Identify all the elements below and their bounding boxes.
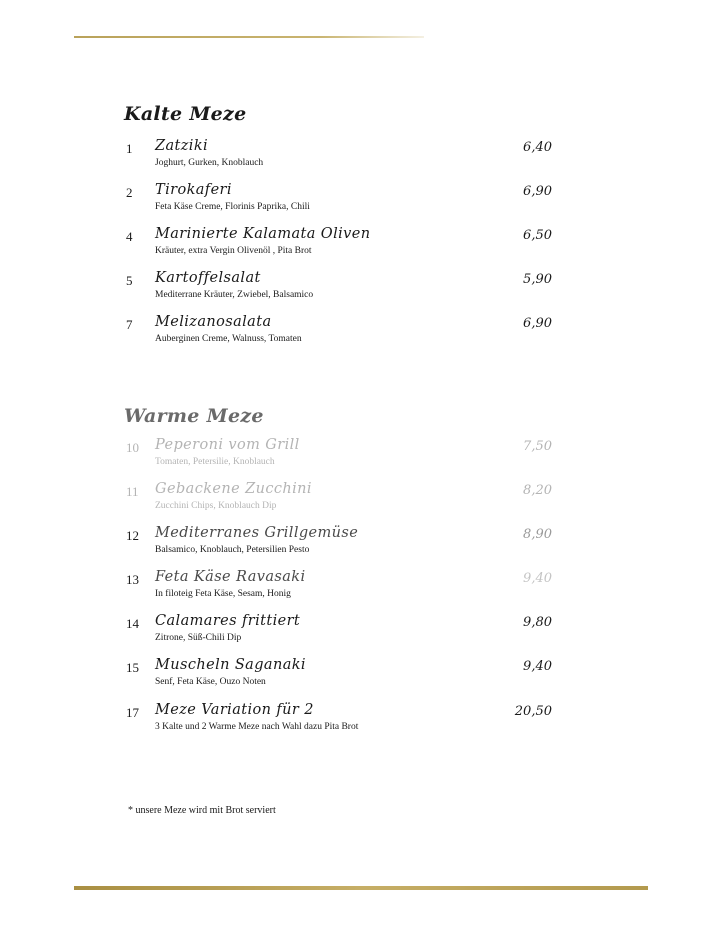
item-name: Mediterranes Grillgemüse <box>155 525 359 541</box>
item-price: 9,40 <box>523 659 552 674</box>
item-description: Joghurt, Gurken, Knoblauch <box>155 158 264 168</box>
item-description: Feta Käse Creme, Florinis Paprika, Chili <box>155 202 310 212</box>
item-price: 9,40 <box>523 571 552 586</box>
menu-item <box>0 569 720 609</box>
item-name: Zatziki <box>155 138 209 154</box>
top-gold-rule <box>74 36 424 38</box>
item-price: 6,40 <box>523 140 552 155</box>
item-description: In filoteig Feta Käse, Sesam, Honig <box>155 589 291 599</box>
menu-item <box>0 657 720 697</box>
section-title-warme-meze: Warme Meze <box>124 405 264 427</box>
item-name: Calamares frittiert <box>155 613 301 629</box>
menu-item <box>0 314 720 354</box>
item-price: 9,80 <box>523 615 552 630</box>
item-number: 14 <box>126 616 139 631</box>
item-price: 20,50 <box>514 704 552 719</box>
menu-item <box>0 226 720 266</box>
item-number: 7 <box>126 317 133 332</box>
item-price: 8,90 <box>523 527 552 542</box>
item-description: 3 Kalte und 2 Warme Meze nach Wahl dazu Pita Brot <box>155 722 359 732</box>
menu-item <box>0 702 720 742</box>
item-price: 6,90 <box>523 184 552 199</box>
menu-item <box>0 525 720 565</box>
menu-item <box>0 613 720 653</box>
footnote: * unsere Meze wird mit Brot serviert <box>128 805 276 816</box>
item-number: 1 <box>126 141 133 156</box>
item-description: Zitrone, Süß-Chili Dip <box>155 633 242 643</box>
item-name: Meze Variation für 2 <box>155 702 314 718</box>
item-description: Tomaten, Petersilie, Knoblauch <box>155 457 275 467</box>
item-description: Zucchini Chips, Knoblauch Dip <box>155 501 277 511</box>
item-description: Auberginen Creme, Walnuss, Tomaten <box>155 334 302 344</box>
item-number: 13 <box>126 572 139 587</box>
menu-item <box>0 437 720 477</box>
menu-item <box>0 138 720 178</box>
item-name: Marinierte Kalamata Oliven <box>155 226 371 242</box>
bottom-gold-rule <box>74 886 648 890</box>
item-number: 11 <box>126 484 139 499</box>
item-name: Kartoffelsalat <box>155 270 261 286</box>
item-number: 17 <box>126 705 139 720</box>
menu-item <box>0 481 720 521</box>
item-number: 4 <box>126 229 133 244</box>
section-title-kalte-meze: Kalte Meze <box>124 103 247 125</box>
item-name: Feta Käse Ravasaki <box>155 569 306 585</box>
item-number: 10 <box>126 440 139 455</box>
menu-item <box>0 182 720 222</box>
item-description: Senf, Feta Käse, Ouzo Noten <box>155 677 266 687</box>
item-name: Muscheln Saganaki <box>155 657 306 673</box>
item-price: 7,50 <box>523 439 552 454</box>
item-price: 8,20 <box>523 483 552 498</box>
item-name: Gebackene Zucchini <box>155 481 312 497</box>
item-price: 6,90 <box>523 316 552 331</box>
item-number: 12 <box>126 528 139 543</box>
item-description: Kräuter, extra Vergin Olivenöl , Pita Brot <box>155 246 312 256</box>
item-number: 2 <box>126 185 133 200</box>
item-description: Balsamico, Knoblauch, Petersilien Pesto <box>155 545 310 555</box>
item-name: Peperoni vom Grill <box>155 437 300 453</box>
item-number: 15 <box>126 660 139 675</box>
item-number: 5 <box>126 273 133 288</box>
item-name: Tirokaferi <box>155 182 232 198</box>
item-price: 6,50 <box>523 228 552 243</box>
item-description: Mediterrane Kräuter, Zwiebel, Balsamico <box>155 290 314 300</box>
item-price: 5,90 <box>523 272 552 287</box>
menu-item <box>0 270 720 310</box>
item-name: Melizanosalata <box>155 314 272 330</box>
